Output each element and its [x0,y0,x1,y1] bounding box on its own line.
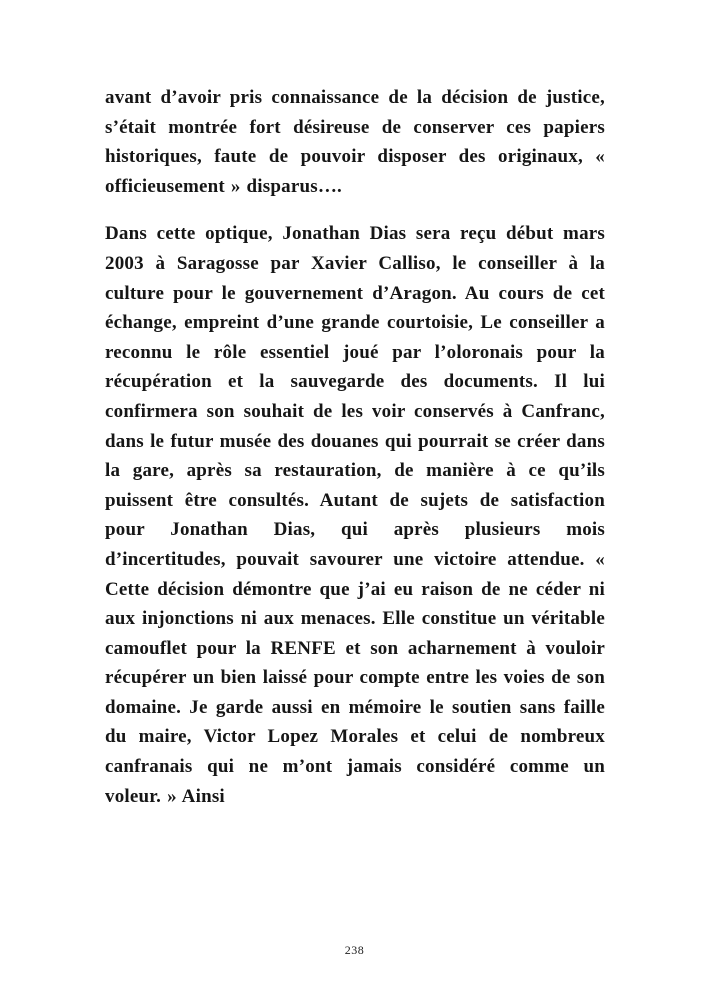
body-text [105,83,605,829]
paragraph: Dans cette optique, Jonathan Dias sera reçu début mars 2003 à Saragosse par Xavier Calliso, le conseiller à la culture pour le gouvernement d’Aragon. Au cours de cet échange, empreint d’une grande courtoisie, Le conseiller a reconnu le rôle essentiel joué par l’oloronais pour la récupération et la sauvegarde des documents. Il lui confirmera son souhait de les voir conservés à Canfranc, dans le futur musée des douanes qui pourrait se créer dans la gare, après sa restauration, de manière à ce qu’ils puissent être consultés. Autant de sujets de satisfaction pour Jonathan Dias, qui après plusieurs mois d’incertitudes, pouvait savourer une victoire attendue. « Cette décision démontre que j’ai eu raison de ne céder ni aux injonctions ni aux menaces. Elle constitue un véritable camouflet pour la RENFE et son acharnement à vouloir récupérer un bien laissé pour compte entre les voies de son domaine. Je garde aussi en mémoire le soutien sans faille du maire, Victor Lopez Morales et celui de nombreux canfranais qui ne m’ont jamais considéré comme un voleur. » Ainsi [105,223,605,807]
page-number: 238 [344,943,365,957]
page-footer [0,941,709,959]
paragraph: avant d’avoir pris connaissance de la décision de justice, s’était montrée fort désireuse de conserver ces papiers historiques, faute de pouvoir disposer des originaux, « officieusement » disparus…. [105,87,605,197]
